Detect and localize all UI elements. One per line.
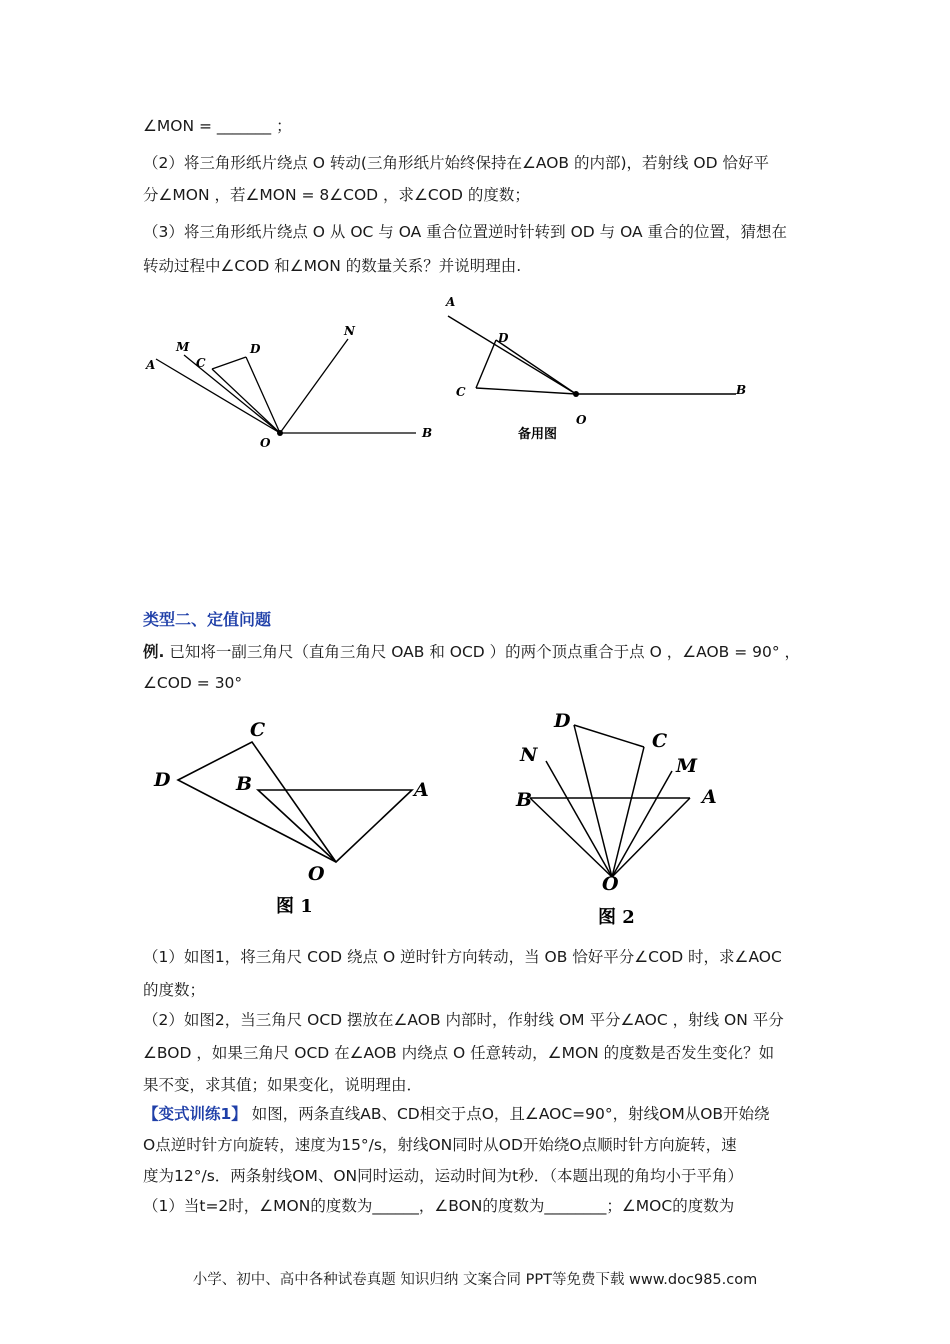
section-heading: 类型二、定值问题 bbox=[143, 610, 272, 629]
label-N: N bbox=[344, 324, 355, 338]
label-M: M bbox=[176, 340, 190, 354]
label-A: A bbox=[446, 295, 456, 309]
figure-2 bbox=[510, 705, 740, 930]
text-line-9: （1）如图1，将三角尺 COD 绕点 O 逆时针方向转动，当 OB 恰好平分∠COD 时，求∠AOC bbox=[143, 948, 782, 966]
text-line-14 bbox=[143, 1102, 770, 1126]
text-line-11: （2）如图2，当三角尺 OCD 摆放在∠AOB 内部时，作射线 OM 平分∠AOC ，射线 ON 平分 bbox=[143, 1011, 784, 1029]
text-line-5: 转动过程中∠COD 和∠MON 的数量关系？并说明理由. bbox=[143, 257, 522, 275]
label-C: C bbox=[196, 356, 206, 370]
text-line-13: 果不变，求其值；如果变化，说明理由． bbox=[143, 1076, 423, 1094]
figure-rotation-main bbox=[140, 315, 440, 455]
label-M: M bbox=[676, 755, 698, 777]
text-line-2: （2）将三角形纸片绕点 O 转动(三角形纸片始终保持在∠AOB 的内部)，若射线 OD 恰好平 bbox=[143, 154, 769, 172]
text-line-15: O点逆时针方向旋转，速度为15°/s，射线ON同时从OD开始绕O点顺时针方向旋转，速 bbox=[143, 1136, 737, 1154]
label-D: D bbox=[554, 710, 571, 732]
text-line-3: 分∠MON ，若∠MON = 8∠COD ，求∠COD 的度数； bbox=[143, 186, 530, 204]
figure-caption: 图 2 bbox=[598, 907, 635, 928]
label-A: A bbox=[146, 358, 156, 372]
text-line-17: （1）当t=2时，∠MON的度数为______，∠BON的度数为________；∠MOC的度数为 bbox=[143, 1197, 735, 1215]
label-O: O bbox=[576, 413, 587, 427]
label-A: A bbox=[702, 786, 717, 808]
text-line-16: 度为12°/s．两条射线OM、ON同时运动，运动时间为t秒．（本题出现的角均小于平角） bbox=[143, 1167, 743, 1185]
label-D: D bbox=[498, 331, 509, 345]
label-D: D bbox=[250, 342, 261, 356]
text-line-10: 的度数； bbox=[143, 981, 206, 999]
figure-caption: 图 1 bbox=[276, 896, 313, 917]
label-C: C bbox=[652, 730, 668, 752]
example-label: 例. bbox=[143, 643, 165, 661]
text-line-8: ∠COD = 30° bbox=[143, 674, 243, 692]
label-B: B bbox=[516, 789, 533, 811]
figure-backup bbox=[440, 290, 760, 450]
figure-caption: 备用图 bbox=[518, 427, 558, 442]
text-line-4: （3）将三角形纸片绕点 O 从 OC 与 OA 重合位置逆时针转到 OD 与 OA 重合的位置，猜想在 bbox=[143, 223, 788, 241]
page-footer: 小学、初中、高中各种试卷真题 知识归纳 文案合同 PPT等免费下载 www.doc985.com bbox=[192, 1272, 758, 1288]
label-B: B bbox=[236, 773, 253, 795]
label-O: O bbox=[308, 863, 325, 885]
label-O: O bbox=[260, 436, 271, 450]
label-C: C bbox=[456, 385, 466, 399]
text-line-7 bbox=[143, 640, 800, 664]
variant-training-text: 如图，两条直线AB、CD相交于点O，且∠AOC=90°，射线OM从OB开始绕 bbox=[251, 1105, 770, 1123]
label-N: N bbox=[520, 744, 538, 766]
label-A: A bbox=[414, 779, 429, 801]
label-C: C bbox=[250, 719, 266, 741]
figure-1 bbox=[140, 710, 450, 925]
label-B: B bbox=[422, 426, 433, 440]
text-line-12: ∠BOD ，如果三角尺 OCD 在∠AOB 内绕点 O 任意转动，∠MON 的度数是否发生变化？如 bbox=[143, 1044, 775, 1062]
label-O: O bbox=[602, 873, 619, 895]
example-text: 已知将一副三角尺（直角三角尺 OAB 和 OCD ）的两个顶点重合于点 O ，∠AOB = 90° ， bbox=[169, 643, 801, 661]
text-line-1: ∠MON = _______ ； bbox=[143, 117, 292, 135]
label-D: D bbox=[154, 769, 171, 791]
variant-training-label: 【变式训练1】 bbox=[143, 1105, 247, 1123]
label-B: B bbox=[736, 383, 747, 397]
